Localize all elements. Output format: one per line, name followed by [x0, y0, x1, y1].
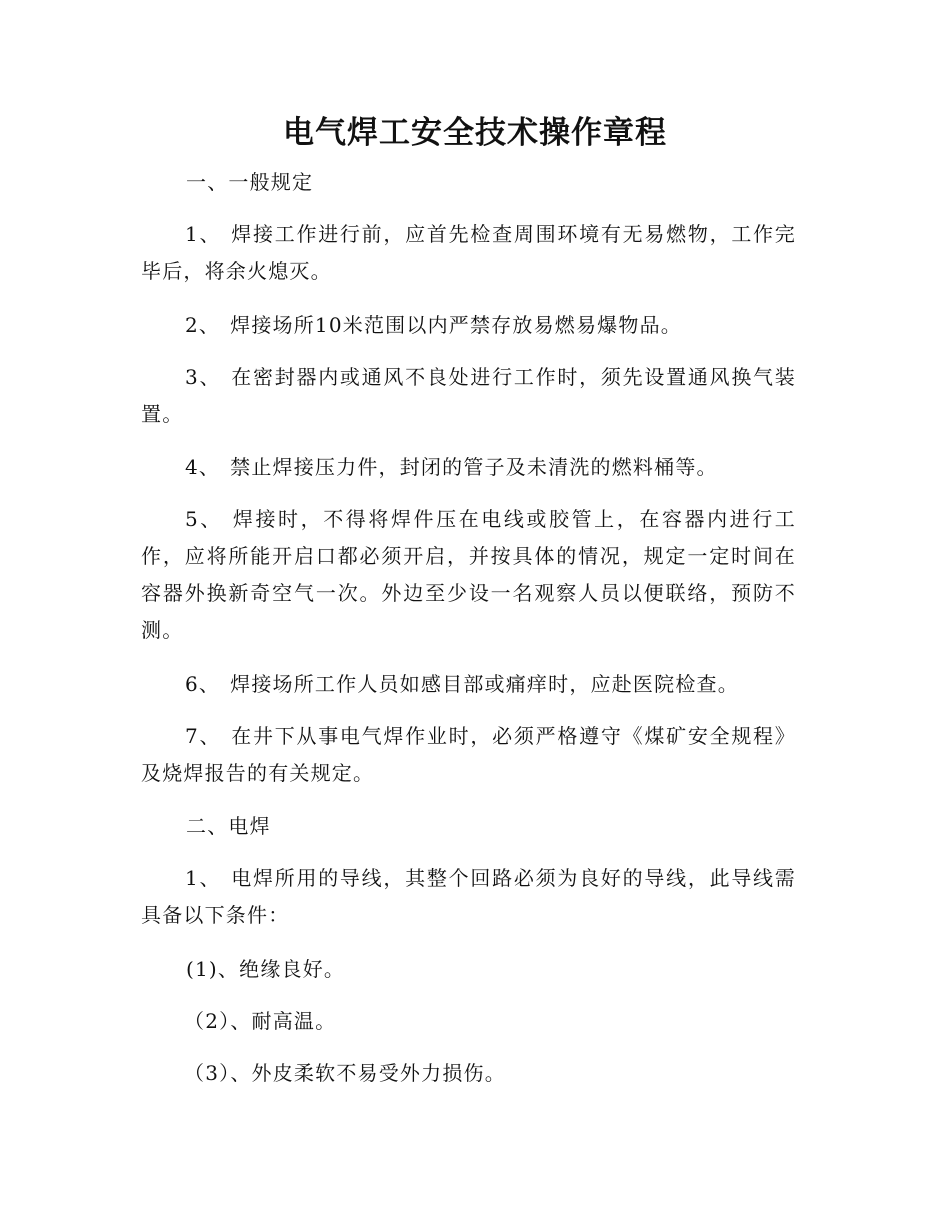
rule-text: 在密封器内或通风不良处进行工作时，须先设置通风换气装置。 — [141, 365, 797, 426]
rule-item — [141, 501, 796, 649]
condition-item: （2）、耐高温。 — [184, 1009, 337, 1033]
rule-item — [141, 718, 796, 792]
rule-item — [141, 359, 796, 433]
rule-item — [141, 216, 796, 290]
rule-item — [141, 307, 796, 344]
condition-item: (1)、绝缘良好。 — [186, 957, 346, 981]
rule-item — [141, 449, 796, 486]
rule-number: 5、 — [185, 507, 223, 531]
rule-number: 4、 — [185, 455, 221, 479]
rule-number: 7、 — [185, 724, 222, 748]
rule-number: 1、 — [185, 866, 222, 890]
rule-text: 焊接时，不得将焊件压在电线或胶管上，在容器内进行工作，应将所能开启口都必须开启，并按具体的情况，规定一定时间在容器外换新奇空气一次。外边至少设一名观察人员以便联络，预防不测。 — [141, 507, 797, 642]
document-title: 电气焊工安全技术操作章程 — [283, 115, 667, 151]
rule-text: 焊接场所工作人员如感目部或痛痒时，应赴医院检查。 — [230, 672, 739, 696]
rule-text: 禁止焊接压力件，封闭的管子及未清洗的燃料桶等。 — [230, 455, 718, 479]
rule-number: 3、 — [185, 365, 222, 389]
condition-item: （3）、外皮柔软不易受外力损伤。 — [184, 1061, 506, 1085]
rule-item — [141, 860, 796, 934]
rule-text: 焊接工作进行前，应首先检查周围环境有无易燃物，工作完毕后，将余火熄灭。 — [141, 222, 797, 283]
rule-text: 电焊所用的导线，其整个回路必须为良好的导线，此导线需具备以下条件： — [141, 866, 797, 927]
section-heading-general: 一、一般规定 — [186, 170, 314, 194]
rule-text: 焊接场所10米范围以内严禁存放易燃易爆物品。 — [230, 313, 682, 337]
rule-item — [141, 666, 796, 703]
rule-number: 1、 — [185, 222, 222, 246]
section-heading-welding: 二、电焊 — [186, 814, 271, 838]
rule-number: 6、 — [185, 672, 221, 696]
rule-text: 在井下从事电气焊作业时，必须严格遵守《煤矿安全规程》及烧焊报告的有关规定。 — [141, 724, 797, 785]
rule-number: 2、 — [185, 313, 221, 337]
